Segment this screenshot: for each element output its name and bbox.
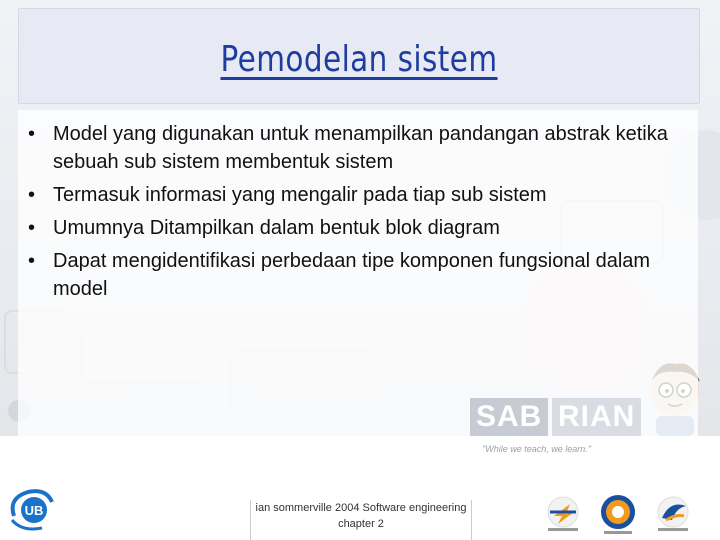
badge-3-icon: [650, 494, 696, 534]
footer-credit: [250, 500, 472, 540]
title-box: [18, 8, 700, 104]
bullet-text: Dapat mengidentifikasi perbedaan tipe komponen fungsional dalam model: [53, 250, 651, 300]
sabrian-logo-left: SAB: [470, 398, 548, 436]
bullet-marker: •: [28, 250, 36, 272]
bullet-item: [18, 214, 698, 242]
bullet-marker: •: [28, 123, 36, 145]
ub-logo-icon: [6, 486, 58, 534]
tagline: "While we teach, we learn.": [482, 444, 591, 454]
bullet-text: Termasuk informasi yang mengalir pada tiap sub sistem: [53, 184, 547, 206]
badge-1-icon: [540, 494, 586, 534]
bullet-marker: •: [28, 217, 36, 239]
bullet-text: Umumnya Ditampilkan dalam bentuk blok diagram: [53, 217, 500, 239]
sabrian-logo-right: RIAN: [552, 398, 641, 436]
content-panel: [18, 110, 698, 436]
ub-logo-text: UB: [24, 503, 44, 518]
bullet-item: [18, 181, 698, 209]
footer-credit-line1: ian sommerville 2004 Software engineering: [255, 502, 467, 514]
bullet-text: Model yang digunakan untuk menampilkan pandangan abstrak ketika sebuah sub sistem membentuk sistem: [53, 123, 668, 173]
bullet-list: [18, 110, 698, 303]
bullet-item: [18, 120, 698, 176]
slide-title: Pemodelan sistem: [220, 39, 498, 80]
badge-2-icon: [596, 492, 640, 536]
footer-credit-line2: chapter 2: [338, 518, 384, 530]
bullet-marker: •: [28, 184, 36, 206]
bullet-item: [18, 247, 698, 303]
